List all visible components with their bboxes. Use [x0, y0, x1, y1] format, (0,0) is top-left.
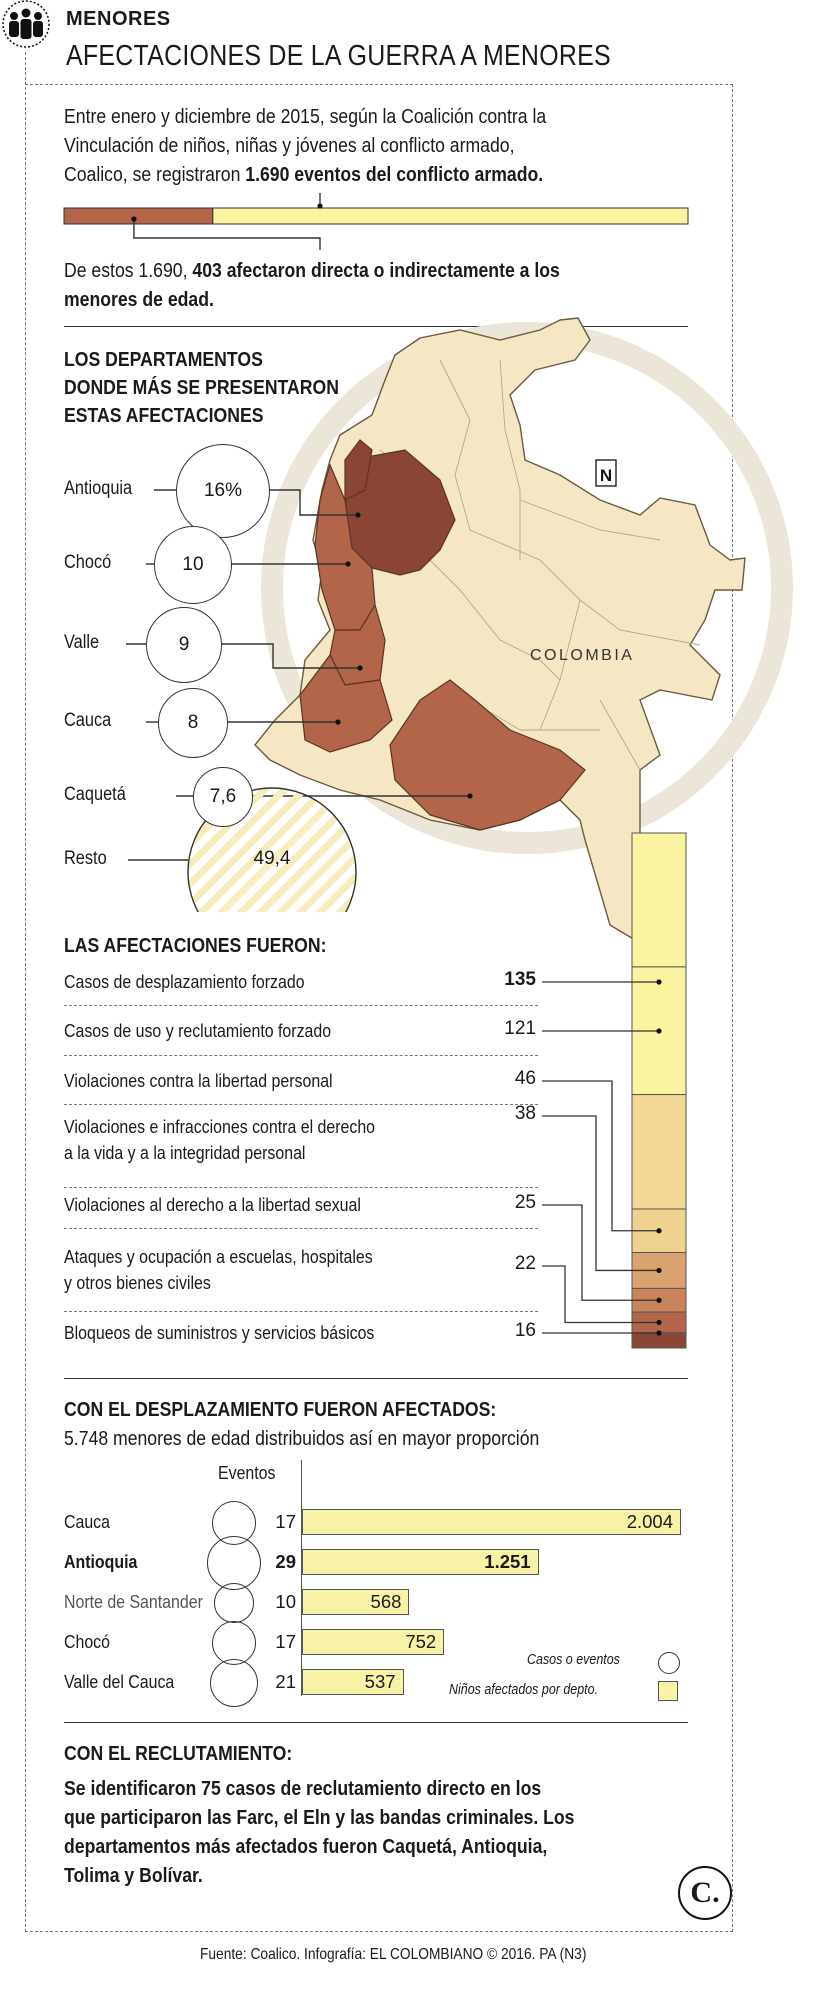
events-header: Eventos: [218, 1462, 276, 1483]
departments-title-line-2: DONDE MÁS SE PRESENTARON: [64, 376, 339, 399]
affectation-value: 16: [514, 1320, 536, 1341]
section-label: MENORES: [66, 8, 171, 30]
affectation-dot: [656, 1330, 661, 1335]
affectation-dot: [656, 1268, 661, 1273]
department-value: 10: [182, 554, 204, 575]
displacement-subtitle: 5.748 menores de edad distribuidos así en mayor proporción: [64, 1427, 540, 1450]
affectation-value: 22: [514, 1253, 536, 1274]
logo-badge: [678, 1866, 732, 1920]
event-bubble: [210, 1659, 258, 1707]
affectations-title: LAS AFECTACIONES FUERON:: [64, 934, 327, 957]
displacement-title: CON EL DESPLAZAMIENTO FUERON AFECTADOS:: [64, 1398, 497, 1421]
affectation-label: a la vida y a la integridad personal: [64, 1142, 306, 1163]
children-value: 1.251: [484, 1551, 531, 1572]
event-bubble: [214, 1583, 254, 1623]
children-value: 537: [364, 1671, 396, 1692]
bar-category-label: Antioquia: [64, 1551, 138, 1572]
affectation-label: Violaciones al derecho a la libertad sexual: [64, 1194, 361, 1215]
affectation-value: 135: [504, 969, 536, 990]
intro-line-3-bold: 1.690 eventos del conflicto armado.: [245, 163, 544, 186]
affectation-dot: [656, 979, 661, 984]
affectation-dot: [656, 1028, 661, 1033]
legend-events-label: Casos o eventos: [527, 1652, 620, 1668]
intro-line-3-text: Coalico, se registraron: [64, 163, 246, 186]
bar-axis-line: [301, 1460, 302, 1696]
affectation-label: Casos de uso y reclutamiento forzado: [64, 1020, 332, 1041]
event-bubble: [207, 1536, 261, 1590]
event-count: 10: [275, 1591, 296, 1612]
department-label: Caquetá: [64, 784, 126, 805]
department-value: 9: [178, 634, 190, 655]
map-country-label: COLOMBIA: [530, 647, 635, 664]
departments-title-line-3: ESTAS AFECTACIONES: [64, 404, 264, 427]
affectation-label: Violaciones contra la libertad personal: [64, 1070, 333, 1091]
logo-text: C.: [690, 1876, 720, 1909]
department-label: Cauca: [64, 710, 112, 731]
departments-title-line-1: LOS DEPARTAMENTOS: [64, 348, 263, 371]
department-value: 7,6: [209, 786, 237, 807]
divider-2: [64, 1378, 688, 1379]
recruitment-title: CON EL RECLUTAMIENTO:: [64, 1742, 293, 1765]
north-label: N: [599, 466, 613, 485]
intro-line-1: Entre enero y diciembre de 2015, según la Coalición contra la: [64, 105, 547, 128]
recruitment-line-2: que participaron las Farc, el Eln y las bandas criminales. Los: [64, 1806, 575, 1829]
affectation-value: 38: [514, 1103, 536, 1124]
affectation-label: Casos de desplazamiento forzado: [64, 971, 305, 992]
affectation-label: y otros bienes civiles: [64, 1272, 211, 1293]
bar-category-label: Cauca: [64, 1511, 110, 1532]
affectation-label: Bloqueos de suministros y servicios básicos: [64, 1322, 375, 1343]
department-value: 16%: [203, 480, 243, 501]
department-label: Antioquia: [64, 478, 133, 499]
affectation-dot: [656, 1298, 661, 1303]
event-count: 29: [275, 1551, 296, 1572]
affectation-value: 25: [514, 1192, 536, 1213]
affectation-label: Ataques y ocupación a escuelas, hospitales: [64, 1246, 373, 1267]
affectation-value: 46: [514, 1068, 536, 1089]
page-title: AFECTACIONES DE LA GUERRA A MENORES: [66, 40, 611, 72]
source-credit: Fuente: Coalico. Infografía: EL COLOMBIANO © 2016. PA (N3): [200, 1946, 587, 1963]
recruitment-line-3: departamentos más afectados fueron Caquetá, Antioquia,: [64, 1835, 548, 1858]
legend-children-swatch: [658, 1681, 678, 1701]
department-label: Chocó: [64, 552, 112, 573]
department-value: 49,4: [253, 848, 291, 869]
bar-category-label: Norte de Santander: [64, 1591, 203, 1612]
event-count: 21: [275, 1671, 296, 1692]
subset-line-2: menores de edad.: [64, 288, 214, 311]
stack-cap: [632, 833, 686, 967]
affectation-value: 121: [504, 1018, 536, 1039]
bar-category-label: Valle del Cauca: [64, 1671, 175, 1692]
children-value: 752: [405, 1631, 437, 1652]
divider-3: [64, 1722, 688, 1723]
department-label: Resto: [64, 848, 107, 869]
subset-line-1-text: De estos 1.690,: [64, 259, 193, 282]
children-value: 2.004: [626, 1511, 673, 1532]
recruitment-line-4: Tolima y Bolívar.: [64, 1864, 203, 1887]
stack-segment: [632, 1095, 686, 1209]
event-count: 17: [275, 1511, 296, 1532]
department-label: Valle: [64, 632, 100, 653]
department-value: 8: [187, 712, 199, 733]
intro-line-2: Vinculación de niños, niñas y jóvenes al conflicto armado,: [64, 134, 515, 157]
recruitment-line-1: Se identificaron 75 casos de reclutamiento directo en los: [64, 1777, 542, 1800]
legend-children-label: Niños afectados por depto.: [449, 1682, 599, 1698]
affectation-label: Violaciones e infracciones contra el derecho: [64, 1116, 376, 1137]
subset-line-1-bold: 403 afectaron directa o indirectamente a los: [192, 259, 560, 282]
bar-category-label: Chocó: [64, 1631, 110, 1652]
children-value: 568: [370, 1591, 402, 1612]
affectation-dot: [656, 1228, 661, 1233]
event-count: 17: [275, 1631, 296, 1652]
affectation-dot: [656, 1320, 661, 1325]
legend-events-circle: [658, 1652, 680, 1674]
